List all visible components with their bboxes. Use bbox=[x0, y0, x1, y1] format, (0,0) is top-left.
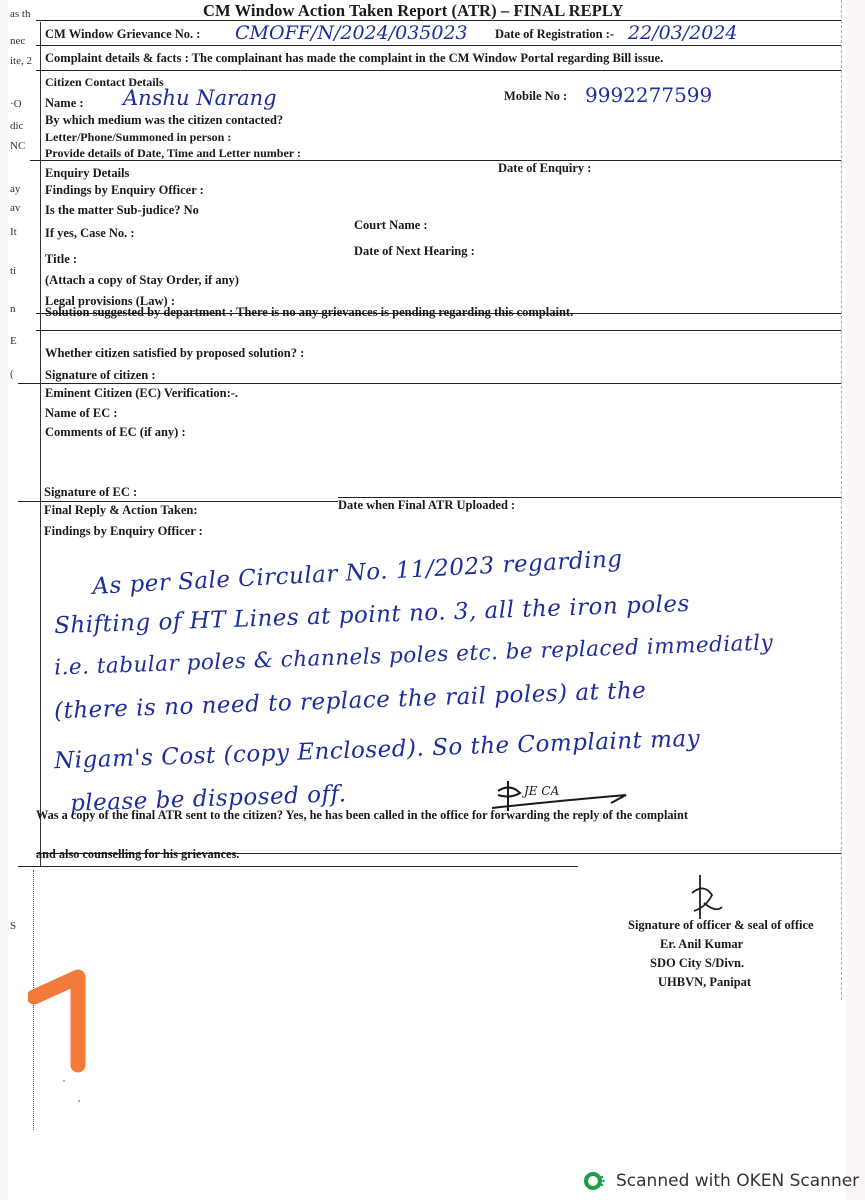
officer-organization: UHBVN, Panipat bbox=[658, 975, 752, 989]
mobile-value: 9992277599 bbox=[585, 83, 713, 107]
divider bbox=[18, 501, 338, 502]
margin-fragment: NC bbox=[10, 140, 26, 152]
ec-name-label: Name of EC : bbox=[45, 406, 118, 420]
divider bbox=[36, 70, 841, 71]
margin-fragment: ite, 2 bbox=[10, 55, 32, 67]
margin-fragment: ( bbox=[10, 368, 14, 380]
grievance-no-label: CM Window Grievance No. : bbox=[45, 27, 201, 41]
solution-text: There is no any grievances is pending regarding this complaint. bbox=[236, 305, 574, 319]
je-initials-text: JE CA bbox=[524, 784, 560, 798]
complaint-text: The complainant has made the complaint in the CM Window Portal regarding Bill issue. bbox=[191, 51, 664, 65]
oken-scanner-logo-icon bbox=[584, 1170, 606, 1192]
margin-fragment: It bbox=[10, 226, 17, 238]
margin-fragment: n bbox=[10, 303, 16, 315]
contact-details-label: Provide details of Date, Time and Letter number : bbox=[45, 146, 301, 160]
divider bbox=[36, 330, 841, 331]
legal-provisions-label: Legal provisions (Law) : bbox=[45, 294, 175, 308]
scan-speck bbox=[63, 1080, 65, 1082]
margin-fragment: as th bbox=[10, 8, 31, 20]
handwritten-line-4: (there is no need to replace the rail poles) at the bbox=[53, 677, 647, 725]
case-title-label: Title : bbox=[45, 252, 78, 266]
final-findings-label: Findings by Enquiry Officer : bbox=[44, 524, 203, 538]
officer-signature-block bbox=[628, 916, 814, 992]
scanned-page bbox=[8, 0, 846, 1200]
margin-fragment: ·O bbox=[10, 98, 22, 110]
margin-fragment: ay bbox=[10, 183, 21, 195]
contact-medium-options: Letter/Phone/Summoned in person : bbox=[45, 130, 232, 144]
divider bbox=[18, 383, 841, 384]
divider bbox=[36, 45, 841, 46]
margin-fragment: av bbox=[10, 202, 21, 214]
contact-medium-label: By which medium was the citizen contacted? bbox=[45, 113, 284, 127]
report-title: CM Window Action Taken Report (ATR) – FINAL REPLY bbox=[203, 1, 624, 20]
officer-designation: SDO City S/Divn. bbox=[650, 956, 745, 970]
citizen-name-label: Name : bbox=[45, 96, 84, 110]
ec-heading: Eminent Citizen (EC) Verification:-. bbox=[45, 386, 239, 400]
divider bbox=[36, 20, 841, 21]
handwritten-line-2: Shifting of HT Lines at point no. 3, all the iron poles bbox=[53, 590, 691, 640]
margin-fragment: ti bbox=[10, 265, 17, 277]
citizen-name-value: Anshu Narang bbox=[123, 86, 277, 110]
form-left-border bbox=[40, 22, 41, 867]
enquiry-heading: Enquiry Details bbox=[45, 166, 130, 180]
case-no-label: If yes, Case No. : bbox=[45, 226, 135, 240]
grievance-no-value: CMOFF/N/2024/035023 bbox=[235, 22, 468, 44]
scan-speck bbox=[78, 1100, 80, 1102]
mobile-label: Mobile No : bbox=[504, 89, 568, 103]
complaint-label: Complaint details & facts : bbox=[45, 51, 189, 65]
officer-signature-caption: Signature of officer & seal of office bbox=[628, 918, 814, 932]
officer-name: Er. Anil Kumar bbox=[660, 937, 744, 951]
satisfaction-label: Whether citizen satisfied by proposed solution? : bbox=[45, 346, 305, 360]
citizen-contact-heading: Citizen Contact Details bbox=[45, 75, 164, 89]
margin-fragment: nec bbox=[10, 35, 26, 47]
citizen-signature-label: Signature of citizen : bbox=[45, 368, 156, 382]
handwritten-line-5: Nigam's Cost (copy Enclosed). So the Complaint may bbox=[53, 725, 701, 775]
enquiry-date-label: Date of Enquiry : bbox=[498, 161, 592, 175]
margin-fragment: dic bbox=[10, 120, 24, 132]
margin-fragment: S bbox=[10, 920, 17, 932]
court-name-label: Court Name : bbox=[354, 218, 428, 232]
handwritten-line-3: i.e. tabular poles & channels poles etc. be replaced immediatly bbox=[53, 630, 774, 681]
page-number-mark-icon bbox=[28, 965, 98, 1075]
atr-copy-line-1: Was a copy of the final ATR sent to the citizen? Yes, he has been called in the office for forwarding the reply of the complaint bbox=[36, 808, 688, 822]
page-right-border bbox=[841, 0, 842, 1000]
stay-order-label: (Attach a copy of Stay Order, if any) bbox=[45, 273, 239, 287]
next-hearing-label: Date of Next Hearing : bbox=[354, 244, 475, 258]
ec-signature-label: Signature of EC : bbox=[44, 485, 138, 499]
enquiry-findings-label: Findings by Enquiry Officer : bbox=[45, 183, 204, 197]
ec-comments-label: Comments of EC (if any) : bbox=[45, 425, 186, 439]
handwritten-line-6: please be disposed off. bbox=[69, 781, 347, 817]
scanner-label: Scanned with OKEN Scanner bbox=[616, 1171, 860, 1191]
scanner-watermark bbox=[584, 1170, 859, 1192]
subjudice-label: Is the matter Sub-judice? No bbox=[45, 203, 199, 217]
atr-copy-line-2: and also counselling for his grievances. bbox=[36, 847, 240, 861]
margin-fragment: E bbox=[10, 335, 17, 347]
registration-date-label: Date of Registration :- bbox=[495, 27, 615, 41]
final-reply-label: Final Reply & Action Taken: bbox=[44, 503, 198, 517]
atr-uploaded-date-label: Date when Final ATR Uploaded : bbox=[338, 498, 516, 512]
registration-date-value: 22/03/2024 bbox=[628, 22, 738, 44]
handwritten-line-1: As per Sale Circular No. 11/2023 regarding bbox=[91, 546, 624, 600]
solution-label: Solution suggested by department : bbox=[45, 305, 234, 319]
divider bbox=[18, 866, 578, 867]
